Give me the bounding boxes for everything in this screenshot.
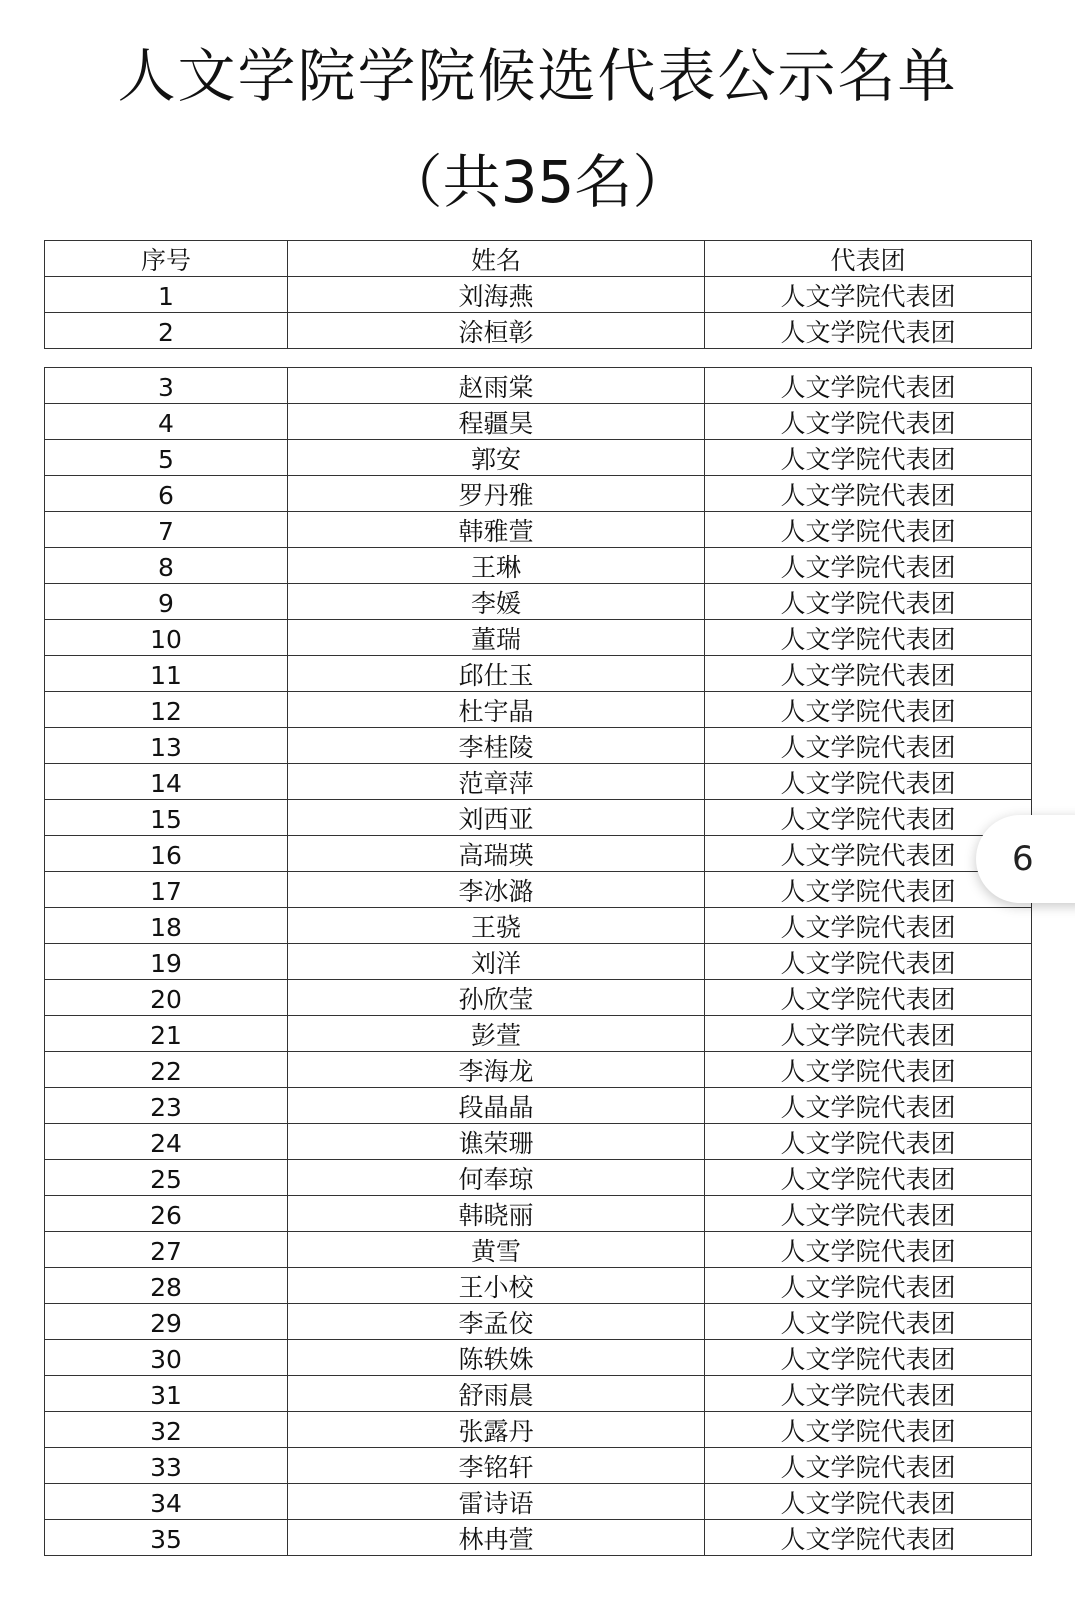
cell-delegation: 人文学院代表团 <box>705 800 1032 836</box>
cell-number: 2 <box>45 313 288 349</box>
table-row <box>45 1124 1032 1160</box>
table-row <box>45 1016 1032 1052</box>
cell-number: 15 <box>45 800 288 836</box>
table-row <box>45 313 1032 349</box>
table-row <box>45 1232 1032 1268</box>
cell-number: 9 <box>45 584 288 620</box>
table-row <box>45 1196 1032 1232</box>
cell-delegation: 人文学院代表团 <box>705 620 1032 656</box>
table-row <box>45 476 1032 512</box>
header-number: 序号 <box>45 241 288 277</box>
cell-delegation: 人文学院代表团 <box>705 1124 1032 1160</box>
cell-delegation: 人文学院代表团 <box>705 404 1032 440</box>
cell-delegation: 人文学院代表团 <box>705 908 1032 944</box>
cell-number: 33 <box>45 1448 288 1484</box>
cell-number: 11 <box>45 656 288 692</box>
cell-number: 6 <box>45 476 288 512</box>
table-row <box>45 1448 1032 1484</box>
table-row <box>45 1376 1032 1412</box>
cell-number: 35 <box>45 1520 288 1556</box>
cell-number: 3 <box>45 368 288 404</box>
table-row <box>45 692 1032 728</box>
cell-name: 李海龙 <box>288 1052 705 1088</box>
table-row <box>45 620 1032 656</box>
cell-name: 程疆昊 <box>288 404 705 440</box>
cell-name: 董瑞 <box>288 620 705 656</box>
cell-name: 孙欣莹 <box>288 980 705 1016</box>
cell-number: 34 <box>45 1484 288 1520</box>
cell-name: 罗丹雅 <box>288 476 705 512</box>
table-row <box>45 1304 1032 1340</box>
cell-number: 19 <box>45 944 288 980</box>
cell-number: 31 <box>45 1376 288 1412</box>
cell-number: 4 <box>45 404 288 440</box>
table-row <box>45 872 1032 908</box>
cell-name: 范章萍 <box>288 764 705 800</box>
cell-name: 彭萱 <box>288 1016 705 1052</box>
cell-delegation: 人文学院代表团 <box>705 692 1032 728</box>
cell-delegation: 人文学院代表团 <box>705 1520 1032 1556</box>
cell-delegation: 人文学院代表团 <box>705 1304 1032 1340</box>
cell-delegation: 人文学院代表团 <box>705 548 1032 584</box>
cell-delegation: 人文学院代表团 <box>705 656 1032 692</box>
cell-delegation: 人文学院代表团 <box>705 1016 1032 1052</box>
cell-delegation: 人文学院代表团 <box>705 872 1032 908</box>
cell-delegation: 人文学院代表团 <box>705 277 1032 313</box>
table-row <box>45 277 1032 313</box>
cell-number: 23 <box>45 1088 288 1124</box>
cell-number: 12 <box>45 692 288 728</box>
cell-delegation: 人文学院代表团 <box>705 1412 1032 1448</box>
cell-number: 28 <box>45 1268 288 1304</box>
cell-number: 13 <box>45 728 288 764</box>
cell-name: 王小校 <box>288 1268 705 1304</box>
cell-delegation: 人文学院代表团 <box>705 512 1032 548</box>
cell-number: 24 <box>45 1124 288 1160</box>
table-row <box>45 800 1032 836</box>
table-row <box>45 836 1032 872</box>
header-name: 姓名 <box>288 241 705 277</box>
table-row <box>45 1052 1032 1088</box>
table-row <box>45 404 1032 440</box>
cell-name: 韩晓丽 <box>288 1196 705 1232</box>
cell-delegation: 人文学院代表团 <box>705 440 1032 476</box>
cell-name: 王琳 <box>288 548 705 584</box>
cell-name: 高瑞瑛 <box>288 836 705 872</box>
cell-delegation: 人文学院代表团 <box>705 368 1032 404</box>
cell-name: 韩雅萱 <box>288 512 705 548</box>
table-row <box>45 1484 1032 1520</box>
page-number-badge[interactable]: 6 <box>976 815 1075 903</box>
cell-delegation: 人文学院代表团 <box>705 980 1032 1016</box>
cell-number: 17 <box>45 872 288 908</box>
table-row <box>45 980 1032 1016</box>
cell-name: 涂桓彰 <box>288 313 705 349</box>
cell-name: 段晶晶 <box>288 1088 705 1124</box>
cell-delegation: 人文学院代表团 <box>705 1376 1032 1412</box>
table-row <box>45 656 1032 692</box>
table-row <box>45 548 1032 584</box>
table-row <box>45 1088 1032 1124</box>
cell-name: 李铭轩 <box>288 1448 705 1484</box>
cell-delegation: 人文学院代表团 <box>705 1160 1032 1196</box>
cell-delegation: 人文学院代表团 <box>705 1268 1032 1304</box>
cell-name: 郭安 <box>288 440 705 476</box>
cell-name: 舒雨晨 <box>288 1376 705 1412</box>
cell-delegation: 人文学院代表团 <box>705 1484 1032 1520</box>
cell-name: 杜宇晶 <box>288 692 705 728</box>
table-row <box>45 440 1032 476</box>
page-subtitle: （共35名） <box>384 148 691 216</box>
cell-name: 黄雪 <box>288 1232 705 1268</box>
table-row <box>45 1340 1032 1376</box>
cell-delegation: 人文学院代表团 <box>705 476 1032 512</box>
table-row <box>45 1160 1032 1196</box>
cell-name: 刘洋 <box>288 944 705 980</box>
cell-delegation: 人文学院代表团 <box>705 313 1032 349</box>
table-row <box>45 368 1032 404</box>
cell-number: 20 <box>45 980 288 1016</box>
cell-delegation: 人文学院代表团 <box>705 1196 1032 1232</box>
candidate-table-part1 <box>44 240 1032 349</box>
table-row <box>45 1412 1032 1448</box>
table-row <box>45 584 1032 620</box>
cell-delegation: 人文学院代表团 <box>705 836 1032 872</box>
cell-name: 谯荣珊 <box>288 1124 705 1160</box>
cell-number: 14 <box>45 764 288 800</box>
cell-number: 26 <box>45 1196 288 1232</box>
table-row <box>45 1520 1032 1556</box>
table-row <box>45 1268 1032 1304</box>
cell-number: 10 <box>45 620 288 656</box>
cell-delegation: 人文学院代表团 <box>705 1340 1032 1376</box>
cell-number: 8 <box>45 548 288 584</box>
cell-number: 25 <box>45 1160 288 1196</box>
page-title: 人文学院学院候选代表公示名单 <box>117 42 958 110</box>
cell-name: 张露丹 <box>288 1412 705 1448</box>
table-row <box>45 512 1032 548</box>
cell-name: 雷诗语 <box>288 1484 705 1520</box>
table-header-row <box>45 241 1032 277</box>
cell-delegation: 人文学院代表团 <box>705 764 1032 800</box>
cell-name: 李冰潞 <box>288 872 705 908</box>
cell-number: 1 <box>45 277 288 313</box>
cell-number: 21 <box>45 1016 288 1052</box>
cell-delegation: 人文学院代表团 <box>705 584 1032 620</box>
cell-number: 32 <box>45 1412 288 1448</box>
cell-delegation: 人文学院代表团 <box>705 1232 1032 1268</box>
cell-name: 李桂陵 <box>288 728 705 764</box>
cell-number: 7 <box>45 512 288 548</box>
cell-name: 林冉萱 <box>288 1520 705 1556</box>
table-row <box>45 764 1032 800</box>
cell-number: 29 <box>45 1304 288 1340</box>
cell-number: 30 <box>45 1340 288 1376</box>
cell-name: 刘海燕 <box>288 277 705 313</box>
cell-number: 22 <box>45 1052 288 1088</box>
table-row <box>45 944 1032 980</box>
cell-number: 18 <box>45 908 288 944</box>
cell-name: 赵雨棠 <box>288 368 705 404</box>
cell-delegation: 人文学院代表团 <box>705 1088 1032 1124</box>
cell-delegation: 人文学院代表团 <box>705 944 1032 980</box>
cell-delegation: 人文学院代表团 <box>705 1448 1032 1484</box>
cell-name: 王骁 <box>288 908 705 944</box>
cell-number: 5 <box>45 440 288 476</box>
cell-name: 李媛 <box>288 584 705 620</box>
cell-name: 刘西亚 <box>288 800 705 836</box>
table-row <box>45 728 1032 764</box>
cell-number: 16 <box>45 836 288 872</box>
cell-name: 邱仕玉 <box>288 656 705 692</box>
cell-name: 何奉琼 <box>288 1160 705 1196</box>
cell-delegation: 人文学院代表团 <box>705 1052 1032 1088</box>
header-delegation: 代表团 <box>705 241 1032 277</box>
cell-delegation: 人文学院代表团 <box>705 728 1032 764</box>
cell-name: 李孟佼 <box>288 1304 705 1340</box>
table-row <box>45 908 1032 944</box>
cell-name: 陈轶姝 <box>288 1340 705 1376</box>
cell-number: 27 <box>45 1232 288 1268</box>
candidate-table-part2 <box>44 367 1032 1556</box>
